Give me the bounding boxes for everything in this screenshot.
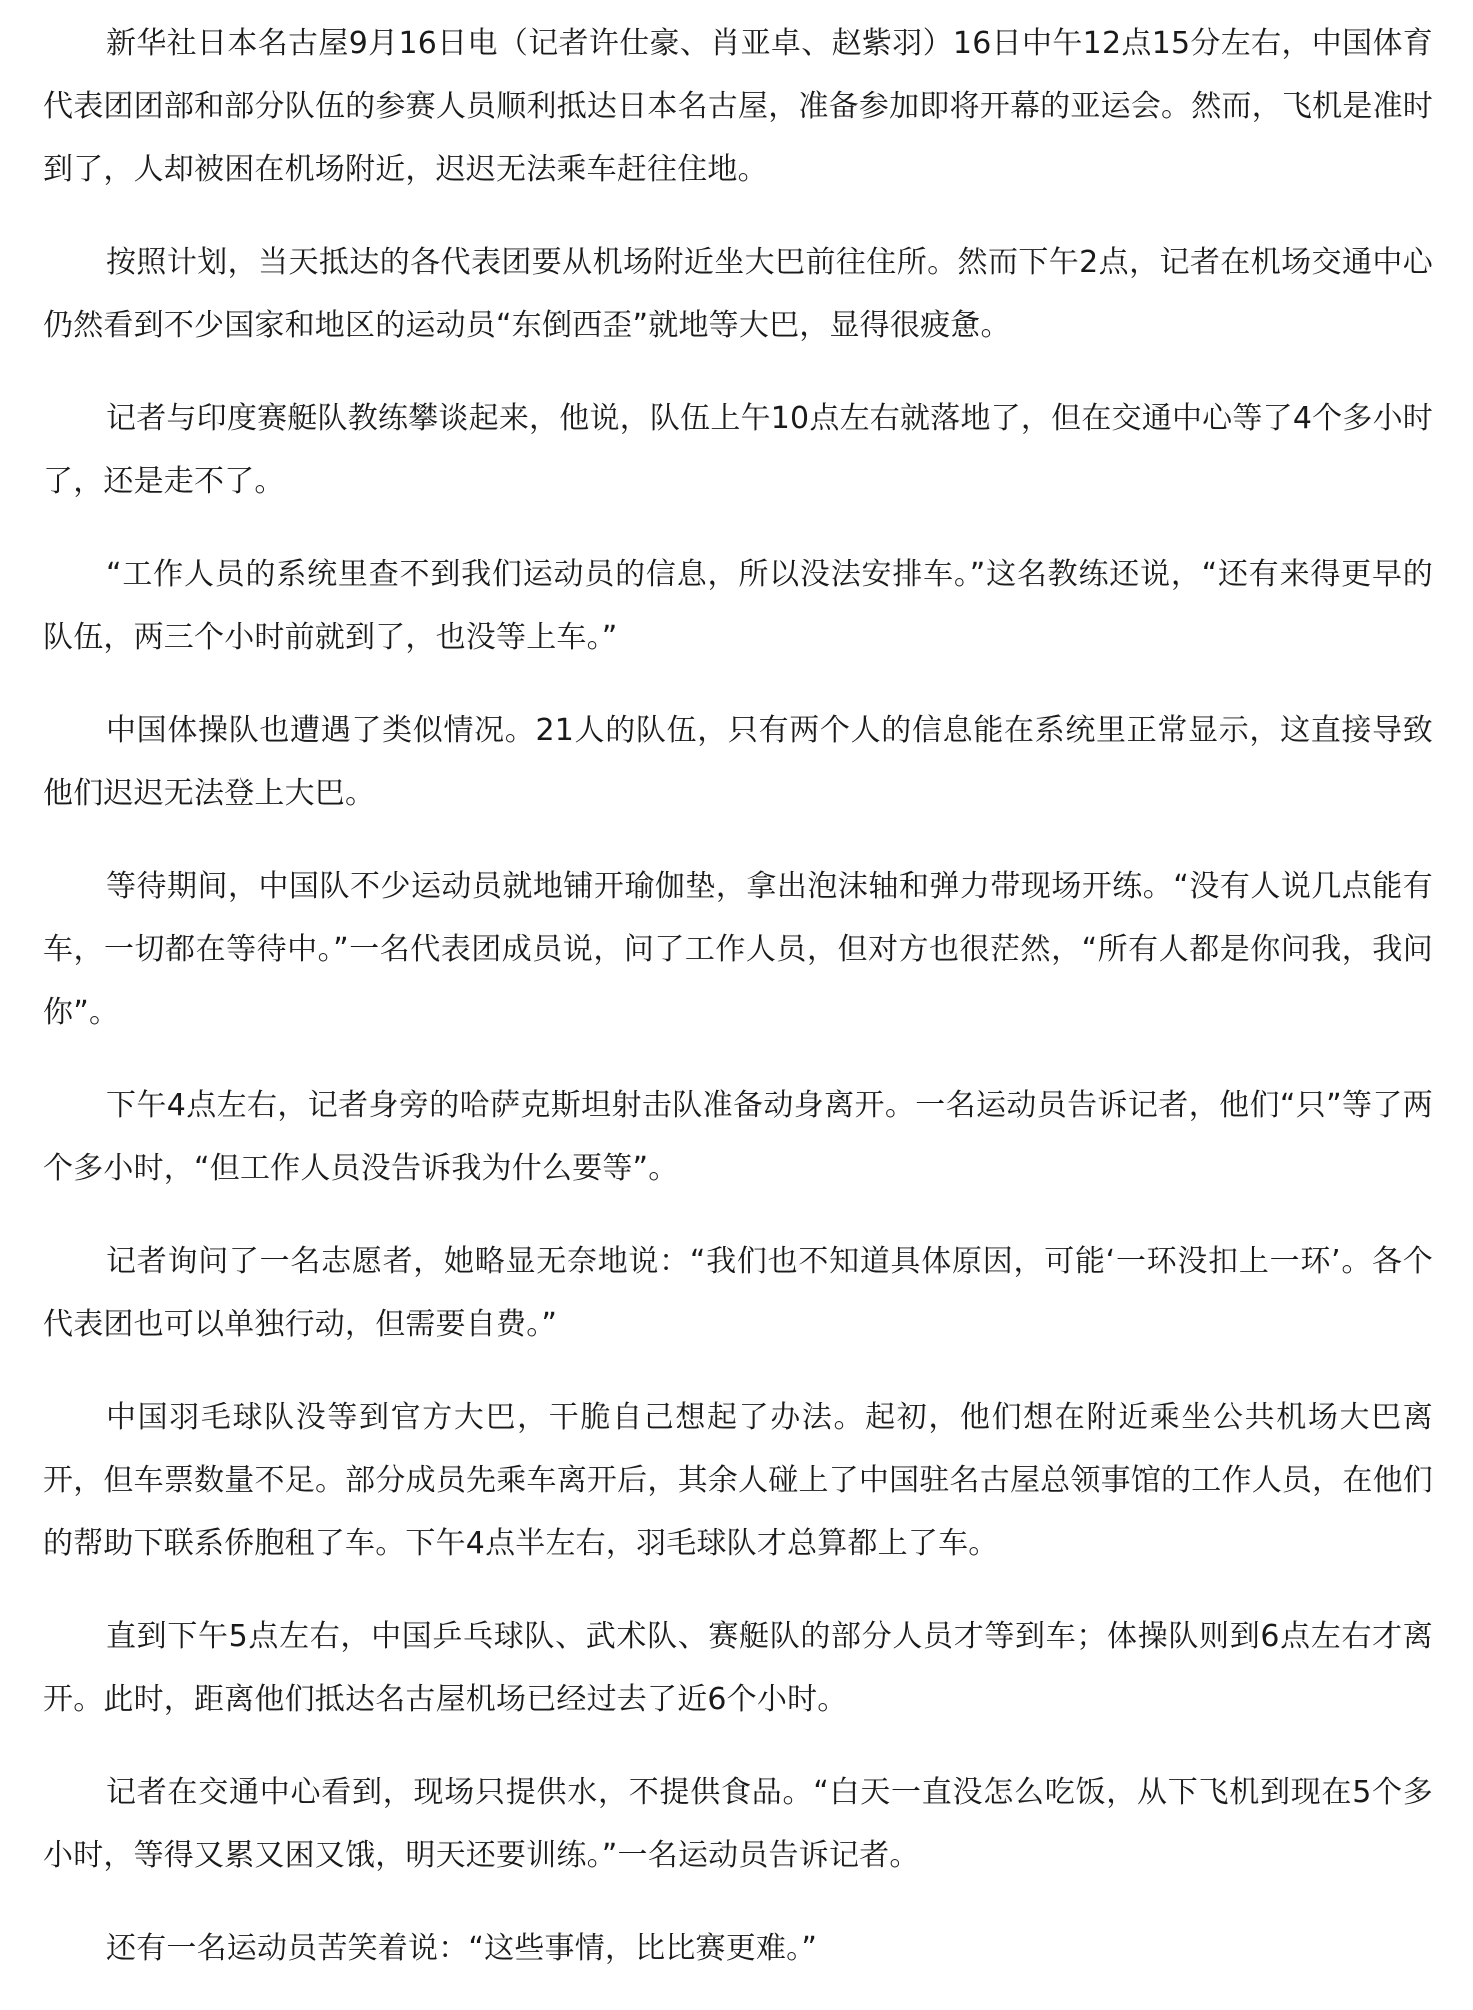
article-paragraph: 新华社日本名古屋9月16日电（记者许仕豪、肖亚卓、赵紫羽）16日中午12点15分左右，中国体育代表团团部和部分队伍的参赛人员顺利抵达日本名古屋，准备参加即将开幕的亚运会。然而，飞机是准时到了，人却被困在机场附近，迟迟无法乘车赶往住地。 bbox=[43, 26, 1433, 187]
article-paragraph: 按照计划，当天抵达的各代表团要从机场附近坐大巴前往住所。然而下午2点，记者在机场交通中心仍然看到不少国家和地区的运动员“东倒西歪”就地等大巴，显得很疲惫。 bbox=[43, 245, 1433, 343]
article-paragraph: 直到下午5点左右，中国乒乓球队、武术队、赛艇队的部分人员才等到车；体操队则到6点左右才离开。此时，距离他们抵达名古屋机场已经过去了近6个小时。 bbox=[43, 1619, 1433, 1717]
article-paragraph: 中国体操队也遭遇了类似情况。21人的队伍，只有两个人的信息能在系统里正常显示，这直接导致他们迟迟无法登上大巴。 bbox=[43, 713, 1433, 811]
article-paragraph: 还有一名运动员苦笑着说：“这些事情，比比赛更难。” bbox=[106, 1931, 818, 1966]
article-paragraph: “工作人员的系统里查不到我们运动员的信息，所以没法安排车。”这名教练还说，“还有来得更早的队伍，两三个小时前就到了，也没等上车。” bbox=[43, 557, 1433, 655]
article-paragraph: 等待期间，中国队不少运动员就地铺开瑜伽垫，拿出泡沫轴和弹力带现场开练。“没有人说几点能有车，一切都在等待中。”一名代表团成员说，问了工作人员，但对方也很茫然，“所有人都是你问我，我问你”。 bbox=[43, 869, 1433, 1030]
news-article bbox=[43, 12, 1433, 2010]
article-paragraph: 记者在交通中心看到，现场只提供水，不提供食品。“白天一直没怎么吃饭，从下飞机到现在5个多小时，等得又累又困又饿，明天还要训练。”一名运动员告诉记者。 bbox=[43, 1775, 1433, 1873]
article-paragraph: 下午4点左右，记者身旁的哈萨克斯坦射击队准备动身离开。一名运动员告诉记者，他们“只”等了两个多小时，“但工作人员没告诉我为什么要等”。 bbox=[43, 1088, 1433, 1186]
article-paragraph: 记者询问了一名志愿者，她略显无奈地说：“我们也不知道具体原因，可能‘一环没扣上一环’。各个代表团也可以单独行动，但需要自费。” bbox=[43, 1244, 1433, 1342]
article-paragraph: 记者与印度赛艇队教练攀谈起来，他说，队伍上午10点左右就落地了，但在交通中心等了4个多小时了，还是走不了。 bbox=[43, 401, 1433, 499]
article-paragraph: 中国羽毛球队没等到官方大巴，干脆自己想起了办法。起初，他们想在附近乘坐公共机场大巴离开，但车票数量不足。部分成员先乘车离开后，其余人碰上了中国驻名古屋总领事馆的工作人员，在他们的帮助下联系侨胞租了车。下午4点半左右，羽毛球队才总算都上了车。 bbox=[43, 1400, 1433, 1561]
